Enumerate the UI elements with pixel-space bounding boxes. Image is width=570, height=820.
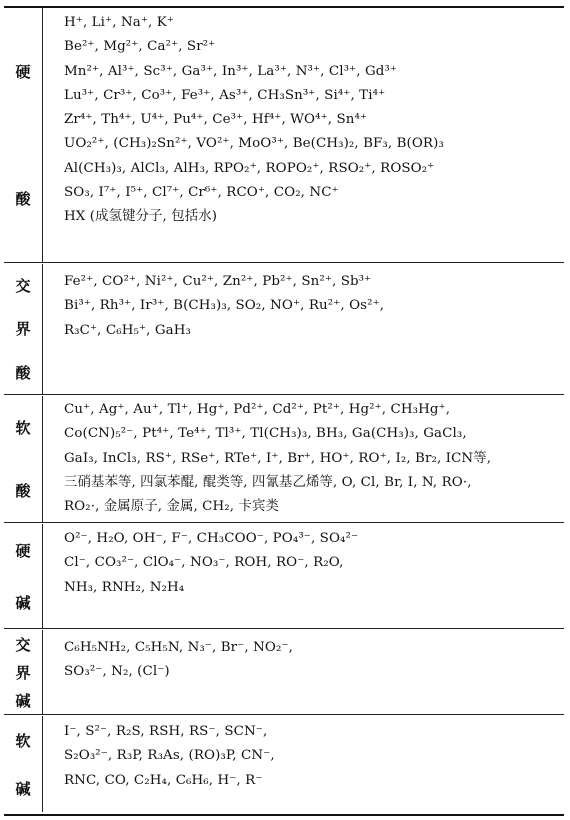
species-line: S₂O₃²⁻, R₃P, R₃As, (RO)₃P, CN⁻, — [64, 748, 275, 764]
species-line: RO₂·, 金属原子, 金属, CH₂, 卡宾类 — [64, 499, 279, 515]
category-hard-base — [4, 524, 43, 628]
species-line: Be²⁺, Mg²⁺, Ca²⁺, Sr²⁺ — [64, 39, 216, 55]
category-char: 界 — [15, 663, 31, 682]
hsab-table — [4, 6, 564, 816]
species-line: 三硝基苯等, 四氯苯醌, 醌类等, 四氰基乙烯等, O, Cl, Br, I, N, RO·, — [64, 474, 472, 490]
row-borderline-acid — [4, 264, 564, 395]
category-char: 硬 — [15, 63, 31, 81]
category-char: 碱 — [15, 593, 31, 612]
category-char: 碱 — [15, 691, 31, 710]
species-line: NH₃, RNH₂, N₂H₄ — [64, 579, 185, 595]
species-line: RNC, CO, C₂H₄, C₆H₆, H⁻, R⁻ — [64, 772, 263, 788]
species-line: Mn²⁺, Al³⁺, Sc³⁺, Ga³⁺, In³⁺, La³⁺, N³⁺, Cl³⁺, Gd³⁺ — [64, 63, 398, 79]
category-borderline-acid — [4, 264, 43, 394]
category-char: 交 — [15, 635, 31, 654]
category-char: 交 — [15, 277, 31, 296]
category-borderline-base — [4, 630, 43, 714]
row-hard-acid — [4, 8, 564, 263]
species-line: O²⁻, H₂O, OH⁻, F⁻, CH₃COO⁻, PO₄³⁻, SO₄²⁻ — [64, 531, 359, 546]
category-soft-acid — [4, 396, 43, 522]
category-char: 软 — [15, 419, 31, 437]
category-char: 酸 — [15, 363, 31, 382]
content-borderline-acid — [64, 264, 560, 394]
row-soft-base — [4, 716, 564, 812]
content-hard-base — [64, 524, 560, 628]
species-line: Al(CH₃)₃, AlCl₃, AlH₃, RPO₂⁺, ROPO₂⁺, RSO₂⁺, ROSO₂⁺ — [64, 160, 435, 176]
species-line: SO₃, I⁷⁺, I⁵⁺, Cl⁷⁺, Cr⁶⁺, RCO⁺, CO₂, NC⁺ — [64, 185, 339, 201]
species-line: GaI₃, InCl₃, RS⁺, RSe⁺, RTe⁺, I⁺, Br⁺, HO⁺, RO⁺, I₂, Br₂, ICN等, — [64, 450, 492, 466]
species-line: HX (成氢键分子, 包括水) — [64, 209, 218, 225]
category-char: 界 — [15, 320, 31, 339]
species-line: SO₃²⁻, N₂, (Cl⁻) — [64, 664, 170, 680]
category-char: 酸 — [15, 190, 31, 208]
row-soft-acid — [4, 396, 564, 523]
species-line: R₃C⁺, C₆H₅⁺, GaH₃ — [64, 322, 191, 338]
content-hard-acid — [64, 8, 560, 262]
category-soft-base — [4, 716, 43, 812]
content-borderline-base — [64, 630, 560, 714]
species-line: UO₂²⁺, (CH₃)₂Sn²⁺, VO²⁺, MoO³⁺, Be(CH₃)₂, BF₃, B(OR)₃ — [64, 136, 444, 152]
content-soft-acid — [64, 396, 560, 522]
category-char: 硬 — [15, 541, 31, 560]
species-line: C₆H₅NH₂, C₅H₅N, N₃⁻, Br⁻, NO₂⁻, — [64, 640, 293, 655]
species-line: H⁺, Li⁺, Na⁺, K⁺ — [64, 15, 174, 30]
category-char: 酸 — [15, 482, 31, 500]
category-char: 软 — [15, 731, 31, 750]
species-line: Fe²⁺, CO²⁺, Ni²⁺, Cu²⁺, Zn²⁺, Pb²⁺, Sn²⁺, Sb³⁺ — [64, 274, 372, 289]
category-char: 碱 — [15, 779, 31, 798]
species-line: Cl⁻, CO₃²⁻, ClO₄⁻, NO₃⁻, ROH, RO⁻, R₂O, — [64, 555, 344, 571]
row-hard-base — [4, 524, 564, 629]
content-soft-base — [64, 716, 560, 812]
species-line: Zr⁴⁺, Th⁴⁺, U⁴⁺, Pu⁴⁺, Ce³⁺, Hf⁴⁺, WO⁴⁺, Sn⁴⁺ — [64, 112, 368, 128]
species-line: Co(CN)₅²⁻, Pt⁴⁺, Te⁴⁺, Tl³⁺, Tl(CH₃)₃, BH₃, Ga(CH₃)₃, GaCl₃, — [64, 426, 467, 442]
species-line: I⁻, S²⁻, R₂S, RSH, RS⁻, SCN⁻, — [64, 724, 268, 739]
species-line: Cu⁺, Ag⁺, Au⁺, Tl⁺, Hg⁺, Pd²⁺, Cd²⁺, Pt²⁺, Hg²⁺, CH₃Hg⁺, — [64, 402, 451, 417]
category-hard-acid — [4, 8, 43, 262]
row-borderline-base — [4, 630, 564, 715]
species-line: Bi³⁺, Rh³⁺, Ir³⁺, B(CH₃)₃, SO₂, NO⁺, Ru²⁺, Os²⁺, — [64, 298, 385, 314]
species-line: Lu³⁺, Cr³⁺, Co³⁺, Fe³⁺, As³⁺, CH₃Sn³⁺, Si⁴⁺, Ti⁴⁺ — [64, 87, 386, 103]
